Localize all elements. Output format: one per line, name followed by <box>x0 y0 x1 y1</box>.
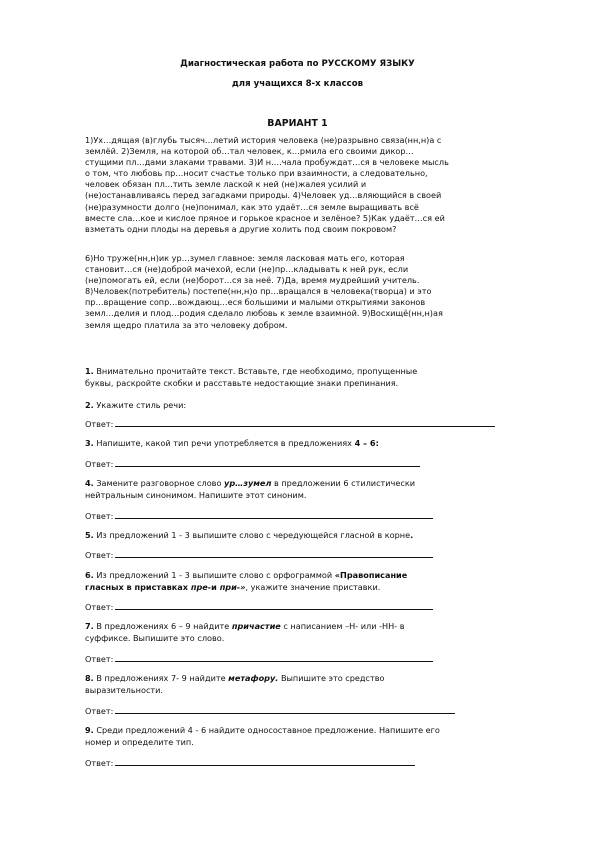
answer-line-3[interactable] <box>85 458 420 470</box>
question-text-bold: 4 – 6: <box>354 438 379 448</box>
question-2 <box>85 400 525 412</box>
question-text-bold: и <box>211 581 220 592</box>
answer-label: Ответ: <box>85 706 114 716</box>
question-7 <box>85 621 525 644</box>
question-5 <box>85 530 525 542</box>
document-subtitle: для учащихся 8-х классов <box>231 79 364 89</box>
question-text: Из предложений 1 - 3 выпишите слово с орфограммой <box>96 570 335 580</box>
answer-blank[interactable] <box>115 549 433 558</box>
answer-line-5[interactable] <box>85 549 433 561</box>
text-line: (не)останавливаясь перед загадками природы. 4)Человек уд…вляющийся в своей <box>85 190 442 201</box>
question-text: В предложениях 6 – 9 найдите <box>96 621 232 631</box>
question-text: Напишите, какой тип речи употребляется в предложениях <box>96 438 352 448</box>
question-3 <box>85 438 525 450</box>
answer-line-9[interactable] <box>85 757 415 769</box>
variant-heading: ВАРИАНТ 1 <box>267 118 328 129</box>
text-line: о том, что любовь пр…носит счастье только при взаимности, а следовательно, <box>85 168 428 179</box>
question-9 <box>85 725 525 748</box>
question-keyword: метафору. <box>228 673 279 683</box>
question-text: , укажите значение приставки. <box>245 581 381 592</box>
question-text: Выпишите это средство <box>278 673 385 683</box>
answer-label: Ответ: <box>85 654 114 664</box>
question-keyword: пре- <box>190 581 212 592</box>
answer-blank[interactable] <box>115 510 433 519</box>
text-paragraph-1 <box>85 135 525 235</box>
question-number: 5. <box>85 530 94 540</box>
question-text: с написанием –Н- или -НН- в <box>280 621 405 631</box>
question-keyword: ур…зумел <box>224 478 272 488</box>
answer-blank[interactable] <box>115 705 455 714</box>
question-text-bold: «Правописание <box>334 570 408 580</box>
question-text: в предложении 6 стилистически <box>271 478 416 488</box>
document-title: Диагностическая работа по РУССКОМУ ЯЗЫКУ <box>180 59 415 69</box>
question-6 <box>85 570 525 593</box>
text-line: пр…вращение сопр…вождающ…еся большими и малыми открытиями законов <box>85 297 426 308</box>
answer-line-2[interactable] <box>85 418 495 430</box>
question-4 <box>85 478 525 501</box>
answer-label: Ответ: <box>85 602 114 612</box>
question-text: буквы, раскройте скобки и расставьте недостающие знаки препинания. <box>85 377 399 388</box>
text-line: 8)Человек(потребитель) постепе(нн,н)о пр…вращался в человека(творца) и это <box>85 286 432 297</box>
text-line: земля щедро платила за это человеку добром. <box>85 319 288 330</box>
question-text: суффиксе. Выпишите это слово. <box>85 632 225 643</box>
answer-blank[interactable] <box>115 757 415 766</box>
answer-line-7[interactable] <box>85 653 433 665</box>
question-text: Внимательно прочитайте текст. Вставьте, где необходимо, пропущенные <box>96 366 418 376</box>
question-text: Из предложений 1 - 3 выпишите слово с чередующейся гласной в корне <box>96 530 411 540</box>
answer-label: Ответ: <box>85 459 114 469</box>
answer-blank[interactable] <box>115 653 433 662</box>
text-line: земл…делия и плод…родия сделало любовь к земле взаимной. 9)Восхищё(нн,н)ая <box>85 308 443 319</box>
question-text: Среди предложений 4 - 6 найдите односоставное предложение. Напишите его <box>96 725 440 735</box>
text-line: 1)Ух…дящая (в)глубь тысяч…летий история человека (не)разрывно связа(нн,н)а с <box>85 135 442 145</box>
text-line: взметать одни плоды на деревья а другие холить под своим покровом? <box>85 223 397 234</box>
answer-blank[interactable] <box>115 601 433 610</box>
text-line: землёй. 2)Земля, на которой об…тал человек, к…рмила его своими дикор… <box>85 146 414 157</box>
answer-blank[interactable] <box>115 418 495 427</box>
question-text: номер и определите тип. <box>85 736 194 747</box>
answer-label: Ответ: <box>85 758 114 768</box>
answer-label: Ответ: <box>85 419 114 429</box>
text-paragraph-2 <box>85 253 525 331</box>
question-number: 8. <box>85 673 94 683</box>
question-number: 1. <box>85 366 94 376</box>
question-text: Замените разговорное слово <box>96 478 225 488</box>
text-line: (не)помогать ей, если (не)борот…ся за неё. 7)Да, время мудрейший учитель. <box>85 275 420 286</box>
answer-line-6[interactable] <box>85 601 433 613</box>
question-number: 4. <box>85 478 94 488</box>
question-text: В предложениях 7- 9 найдите <box>96 673 229 683</box>
question-keyword: при-» <box>219 581 246 592</box>
answer-label: Ответ: <box>85 550 114 560</box>
question-text: нейтральным синонимом. Напишите этот синоним. <box>85 489 307 500</box>
question-keyword: причастие <box>231 621 281 631</box>
question-1 <box>85 366 525 389</box>
question-dot: . <box>410 530 414 540</box>
text-line: 6)Но труже(нн,н)ик ур…зумел главное: земля ласковая мать его, которая <box>85 253 405 263</box>
question-text: Укажите стиль речи: <box>96 400 187 410</box>
answer-label: Ответ: <box>85 511 114 521</box>
text-line: человек обязан пл…тить земле лаской к ней (не)жалея усилий и <box>85 179 367 190</box>
question-number: 7. <box>85 621 94 631</box>
question-number: 3. <box>85 438 94 448</box>
text-line: стущими пл…дами злаками травами. 3)И н….чала пробуждат…ся в человеке мысль <box>85 157 449 168</box>
answer-line-8[interactable] <box>85 705 455 717</box>
text-line: (не)разумности долго (не)понимал, как это удаёт…ся земле выращивать всё <box>85 201 419 212</box>
question-text-bold: гласных в приставках <box>85 581 191 592</box>
text-line: вместе сла…кое и кислое пряное и горькое красное и зелёное? 5)Как удаёт…ся ей <box>85 212 445 223</box>
question-number: 6. <box>85 570 94 580</box>
answer-line-4[interactable] <box>85 510 433 522</box>
answer-blank[interactable] <box>115 458 420 467</box>
question-8 <box>85 673 525 696</box>
question-number: 9. <box>85 725 94 735</box>
question-text: выразительности. <box>85 684 164 695</box>
question-number: 2. <box>85 400 94 410</box>
text-line: становит…ся (не)доброй мачехой, если (не)пр…кладывать к ней рук, если <box>85 264 409 275</box>
